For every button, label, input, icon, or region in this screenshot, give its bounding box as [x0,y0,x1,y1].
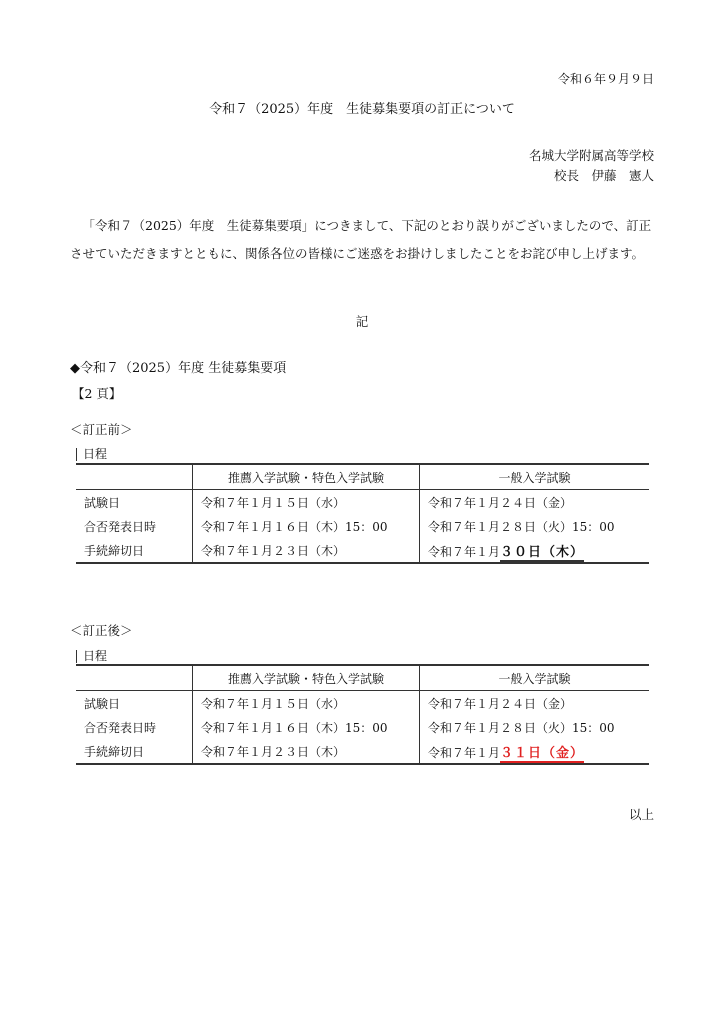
document-date: 令和６年９月９日 [557,72,654,86]
notice-paragraph: 「令和７（2025）年度 生徒募集要項」につきまして、下記のとおり誤りがございましたので、訂正させていただきますとともに、関係各位の皆様にご迷惑をお掛けしましたことをお詫び申し上げます。 [70,218,652,261]
row-label: 試験日 [84,495,121,510]
schedule-label-before: 日程 [76,448,107,461]
row-label: 合否発表日時 [84,519,157,534]
table-row [76,739,649,764]
header-empty [76,665,193,691]
table-row [76,691,649,716]
ippan-cell [420,538,650,563]
ippan-cell: 令和７年１月２４日（金） [420,691,650,716]
ki-mark: 記 [355,314,369,329]
page-reference: 【2 頁】 [72,386,122,401]
row-label: 試験日 [84,696,121,711]
table-row [76,538,649,563]
row-label: 手続締切日 [76,538,193,563]
header-suisen: 推薦入学試験・特色入学試験 [193,464,420,490]
principal-name: 校長 伊藤 憲人 [553,168,654,183]
ippan-cell: 令和７年１月２４日（金） [420,490,650,515]
header-empty [76,464,193,490]
old-deadline-highlight: ３０日（木） [500,544,585,560]
ippan-cell: 令和７年１月２８日（火）15：00 [420,514,650,538]
ippan-cell: 令和７年１月２８日（火）15：00 [420,715,650,739]
ippan-cell [420,739,650,764]
header-ippan: 一般入学試験 [420,464,650,490]
header-ippan: 一般入学試験 [420,665,650,691]
schedule-table-before [76,463,649,564]
suisen-cell: 令和７年１月１５日（水） [193,490,420,515]
school-name: 名城大学附属高等学校 [528,148,654,163]
suisen-cell: 令和７年１月２３日（木） [193,538,420,563]
row-label: 合否発表日時 [84,720,157,735]
document-title: 令和７（2025）年度 生徒募集要項の訂正について [209,102,515,117]
after-correction-label: ＜訂正後＞ [70,623,133,638]
suisen-cell: 令和７年１月１６日（木）15：00 [193,715,420,739]
table-row [76,715,649,739]
suisen-cell: 令和７年１月２３日（木） [193,739,420,764]
schedule-table-after [76,664,649,765]
header-suisen: 推薦入学試験・特色入学試験 [193,665,420,691]
ippan-prefix: 令和７年１月 [428,544,501,559]
ippan-prefix: 令和７年１月 [428,745,501,760]
table-row [76,514,649,538]
suisen-cell: 令和７年１月１６日（木）15：00 [193,514,420,538]
before-correction-label: ＜訂正前＞ [70,422,133,437]
new-deadline-highlight: ３１日（金） [500,745,585,761]
suisen-cell: 令和７年１月１５日（水） [193,691,420,716]
end-mark: 以上 [628,807,654,822]
issuer-block [529,146,654,186]
table-row [76,490,649,515]
row-label: 手続締切日 [76,739,193,764]
schedule-label-after: 日程 [76,650,107,663]
section-title: ◆令和７（2025）年度 生徒募集要項 [70,361,287,376]
